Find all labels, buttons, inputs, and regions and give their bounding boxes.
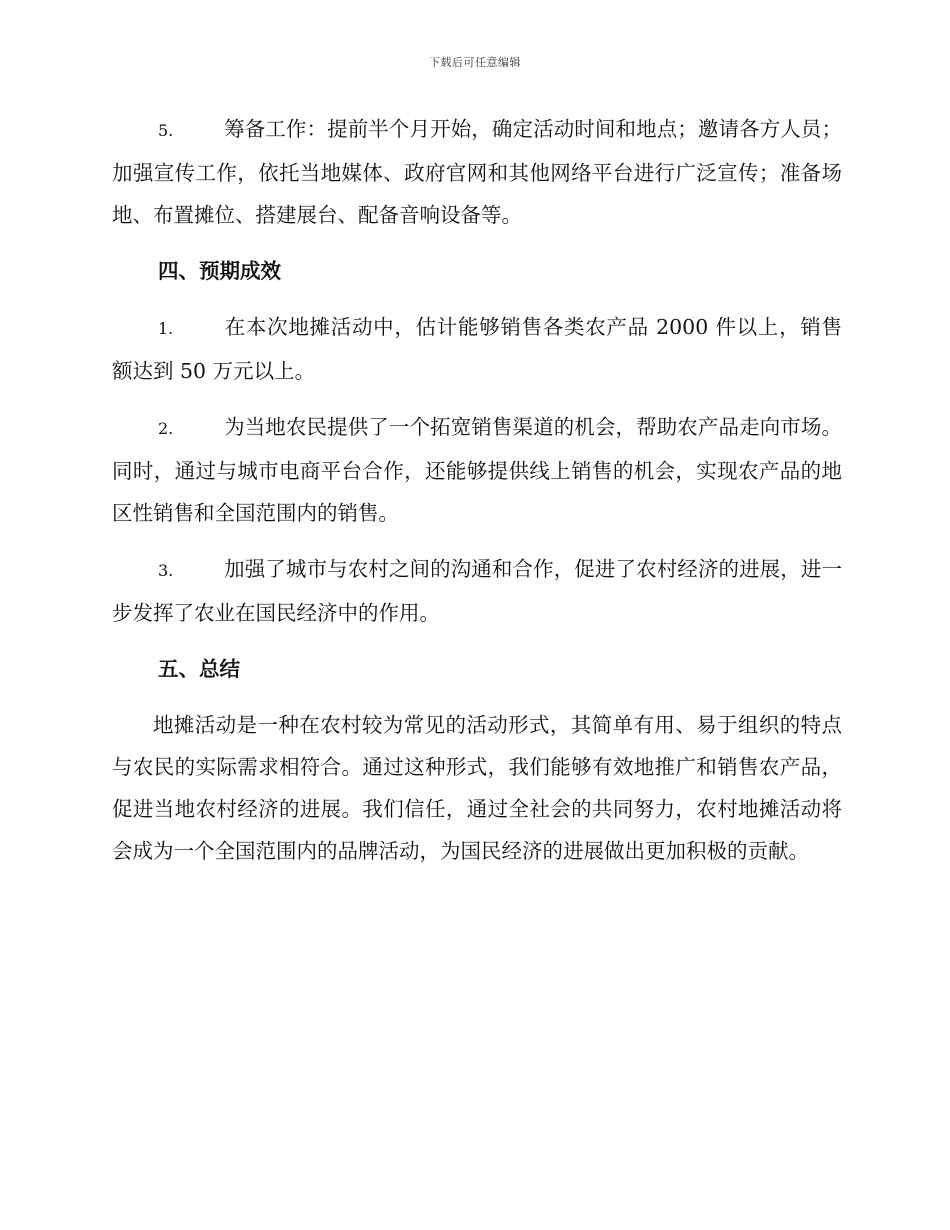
list-item-text: 加强了城市与农村之间的沟通和合作，促进了农村经济的进展，进一步发挥了农业在国民经济中的作用。 <box>112 557 842 625</box>
document-body <box>112 108 842 886</box>
list-item-urban-rural <box>112 548 842 634</box>
list-item-sales-channels <box>112 406 842 534</box>
page-header-note: 下载后可任意编辑 <box>429 56 521 69</box>
section-heading-summary: 五、总结 <box>158 657 240 681</box>
list-item-number: 1. <box>158 319 174 338</box>
list-item-sales-estimate <box>112 306 842 392</box>
summary-paragraph: 地摊活动是一种在农村较为常见的活动形式，其简单有用、易于组织的特点与农民的实际需求相符合。通过这种形式，我们能够有效地推广和销售农产品，促进当地农村经济的进展。我们信任，通过全社会的共同努力，农村地摊活动将会成为一个全国范围内的品牌活动，为国民经济的进展做出更加积极的贡献。 <box>112 713 842 863</box>
list-item-preparation <box>112 108 842 236</box>
list-item-number: 5. <box>158 121 174 140</box>
list-item-text: 在本次地摊活动中，估计能够销售各类农产品 2000 件以上，销售额达到 50 万元以上。 <box>112 315 842 383</box>
list-item-text: 筹备工作：提前半个月开始，确定活动时间和地点；邀请各方人员；加强宣传工作，依托当地媒体、政府官网和其他网络平台进行广泛宣传；准备场地、布置摊位、搭建展台、配备音响设备等。 <box>112 117 842 227</box>
list-item-text: 为当地农民提供了一个拓宽销售渠道的机会，帮助农产品走向市场。同时，通过与城市电商平台合作，还能够提供线上销售的机会，实现农产品的地区性销售和全国范围内的销售。 <box>112 415 842 525</box>
section-heading-expected-results: 四、预期成效 <box>158 259 281 283</box>
list-item-number: 3. <box>158 561 174 580</box>
list-item-number: 2. <box>158 419 174 438</box>
